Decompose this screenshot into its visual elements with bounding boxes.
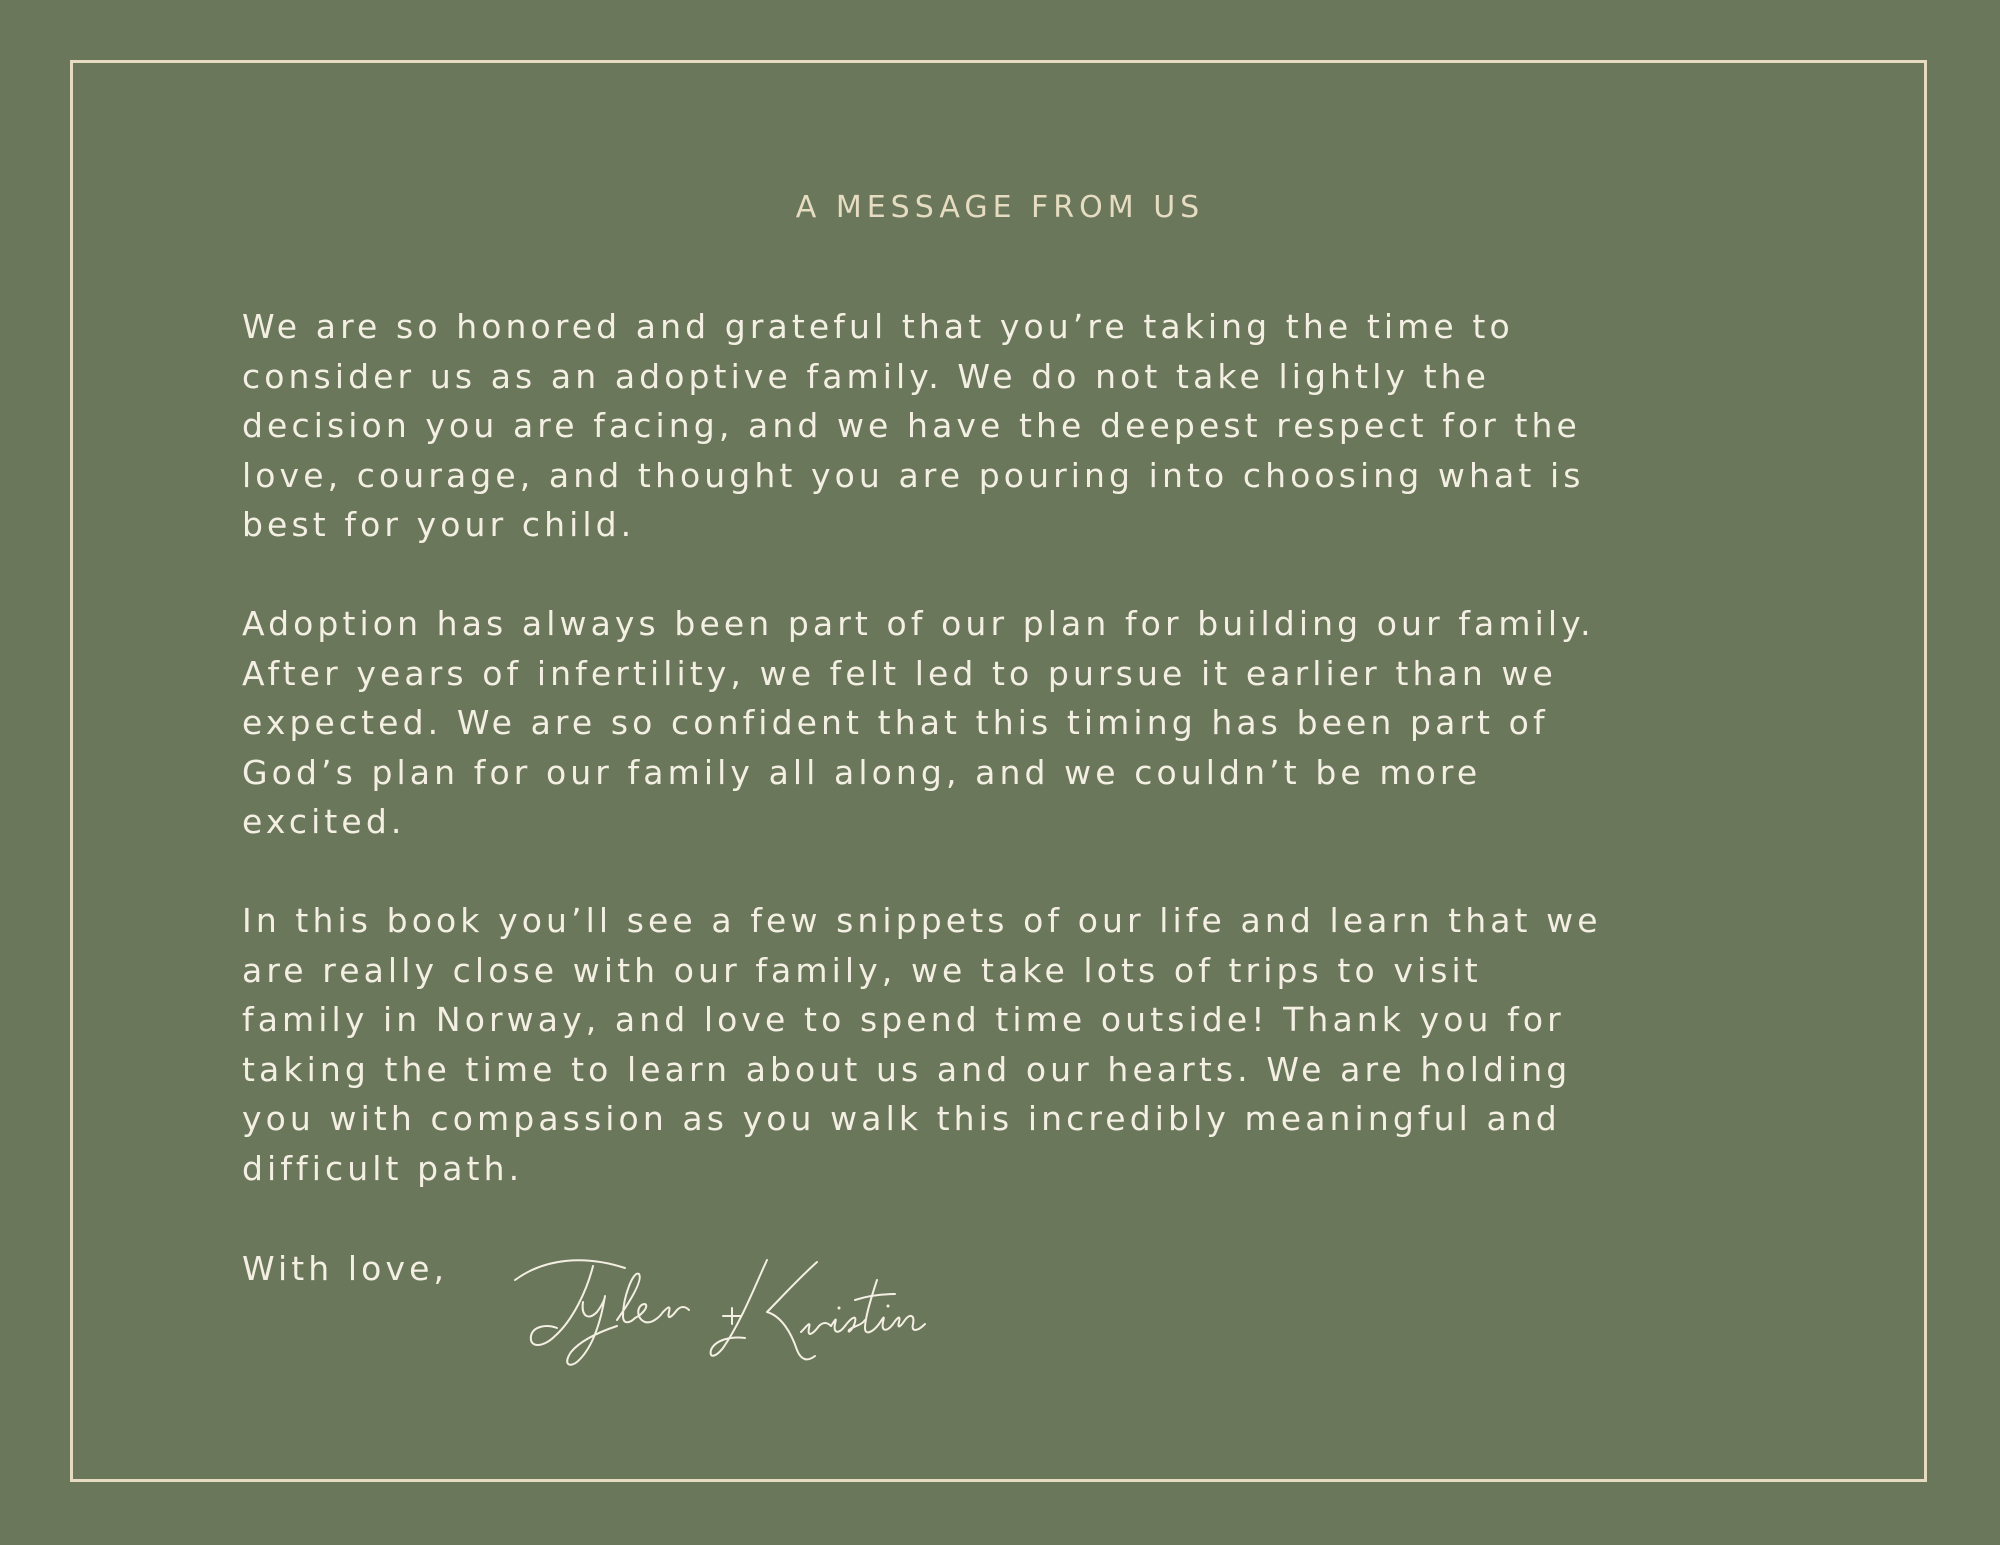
paragraph-3 <box>242 896 1762 1193</box>
text-line: love, courage, and thought you are pouring into choosing what is <box>242 455 1585 495</box>
text-line: Adoption has always been part of our plan for building our family. <box>242 604 1595 643</box>
paragraph-2 <box>242 599 1762 847</box>
text-line: best for your child. <box>242 505 636 544</box>
text-line: difficult path. <box>242 1148 524 1188</box>
text-line: We are so honored and grateful that you’re taking the time to <box>242 307 1514 346</box>
text-line: excited. <box>242 802 406 841</box>
text-line: After years of infertility, we felt led to pursue it earlier than we <box>242 653 1557 693</box>
text-line: are really close with our family, we take lots of trips to visit <box>242 950 1482 990</box>
signature-image <box>505 1240 935 1370</box>
text-line: In this book you’ll see a few snippets of our life and learn that we <box>242 901 1602 940</box>
closing-text: With love, <box>242 1249 449 1288</box>
page-title: A MESSAGE FROM US <box>795 190 1205 225</box>
text-line: consider us as an adoptive family. We do not take lightly the <box>242 356 1491 396</box>
text-line: taking the time to learn about us and our hearts. We are holding <box>242 1049 1572 1089</box>
text-line: family in Norway, and love to spend time outside! Thank you for <box>242 1000 1565 1039</box>
text-line: you with compassion as you walk this incredibly meaningful and <box>242 1099 1561 1138</box>
message-body <box>242 302 1762 1243</box>
paragraph-1 <box>242 302 1762 550</box>
text-line: decision you are facing, and we have the deepest respect for the <box>242 406 1581 445</box>
text-line: expected. We are so confident that this timing has been part of <box>242 703 1549 742</box>
text-line: God’s plan for our family all along, and we couldn’t be more <box>242 752 1482 792</box>
